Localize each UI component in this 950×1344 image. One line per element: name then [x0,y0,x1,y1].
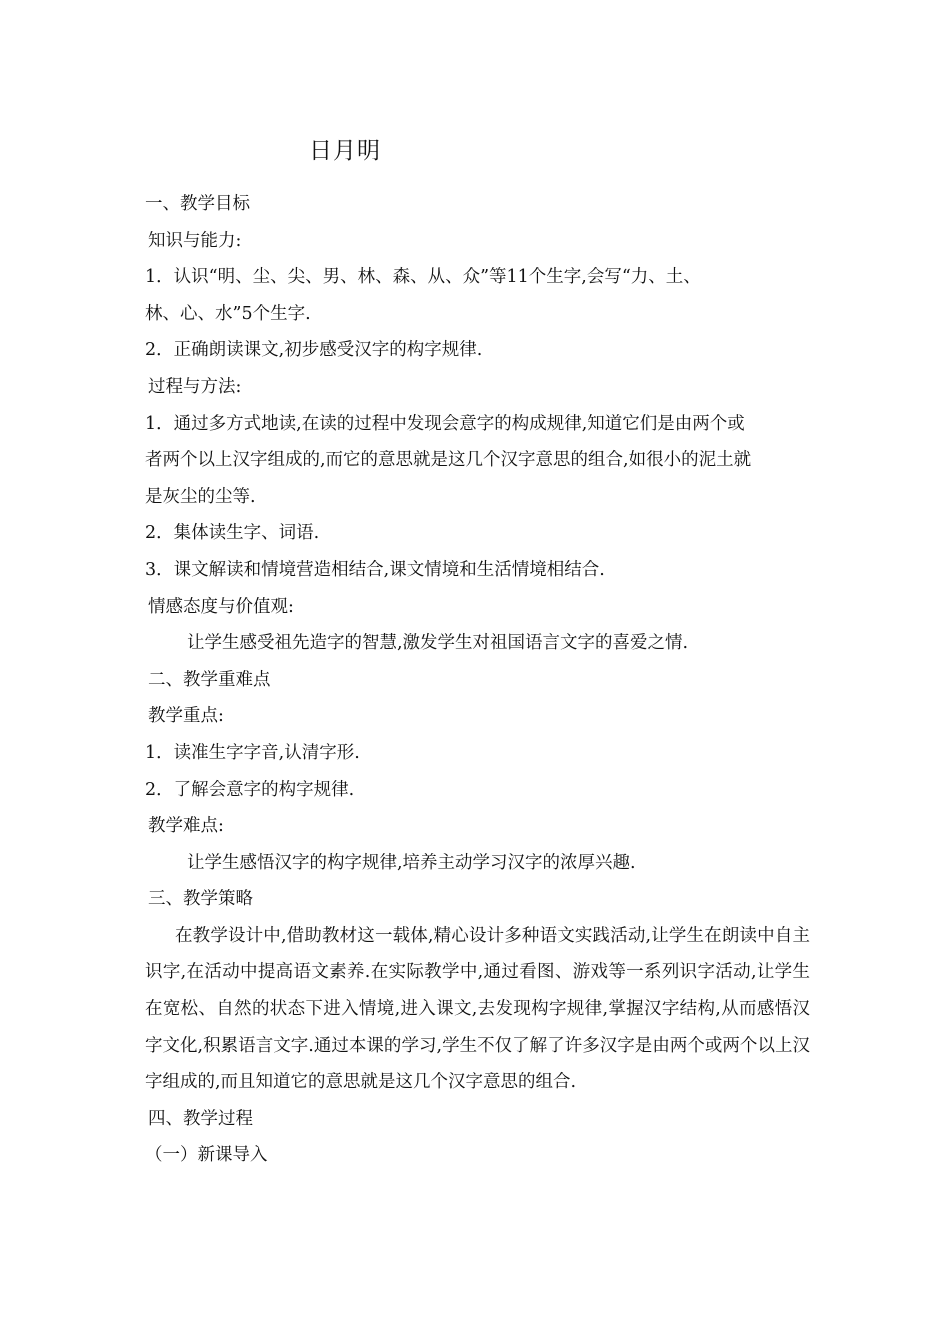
lines-top [145,186,810,918]
document-body [145,186,810,1174]
text-line: 情感态度与价值观: [148,596,294,617]
text-line: 1．认识“明、尘、尖、男、林、森、从、众”等11个生字,会写“力、土、 [145,267,701,288]
text-line: 2．集体读生字、词语. [145,523,320,544]
text-line: 2．了解会意字的构字规律. [145,779,355,800]
text-line: 过程与方法: [148,376,242,397]
text-line: 知识与能力: [148,230,242,251]
text-line: 一、教学目标 [145,194,250,214]
text-line: （一）新课导入 [145,1145,268,1166]
text-line: 者两个以上汉字组成的,而它的意思就是这几个汉字意思的组合,如很小的泥土就 [145,450,752,471]
text-line: 让学生感悟汉字的构字规律,培养主动学习汉字的浓厚兴趣. [187,852,636,873]
text-line: 二、教学重难点 [148,669,271,690]
text-line: 四、教学过程 [148,1108,253,1129]
document-title: 日月明 [309,138,381,164]
text-line: 3．课文解读和情境营造相结合,课文情境和生活情境相结合. [145,559,605,580]
text-line: 教学难点: [148,816,224,837]
text-line: 三、教学策略 [148,889,253,910]
lines-bottom [145,1101,810,1174]
text-line: 2．正确朗读课文,初步感受汉字的构字规律. [145,340,483,361]
text-line: 让学生感受祖先造字的智慧,激发学生对祖国语言文字的喜爱之情. [187,633,689,654]
text-line: 是灰尘的尘等. [145,486,256,507]
strategy-paragraph: 在教学设计中,借助教材这一载体,精心设计多种语文实践活动,让学生在朗读中自主识字,在活动中提高语文素养.在实际教学中,通过看图、游戏等一系列识字活动,让学生在宽松、自然的状态下进入情境,进入课文,去发现构字规律,掌握汉字结构,从而感悟汉字文化,积累语言文字.通过本课的学习,学生不仅了解了许多汉字是由两个或两个以上汉字组成的,而且知道它的意思就是这几个汉字意思的组合. [145,925,810,1093]
text-line: 1．通过多方式地读,在读的过程中发现会意字的构成规律,知道它们是由两个或 [145,413,745,434]
text-line: 1．读准生字字音,认清字形. [145,742,360,763]
text-line: 教学重点: [148,706,224,727]
text-line: 林、心、水”5个生字. [145,303,311,324]
